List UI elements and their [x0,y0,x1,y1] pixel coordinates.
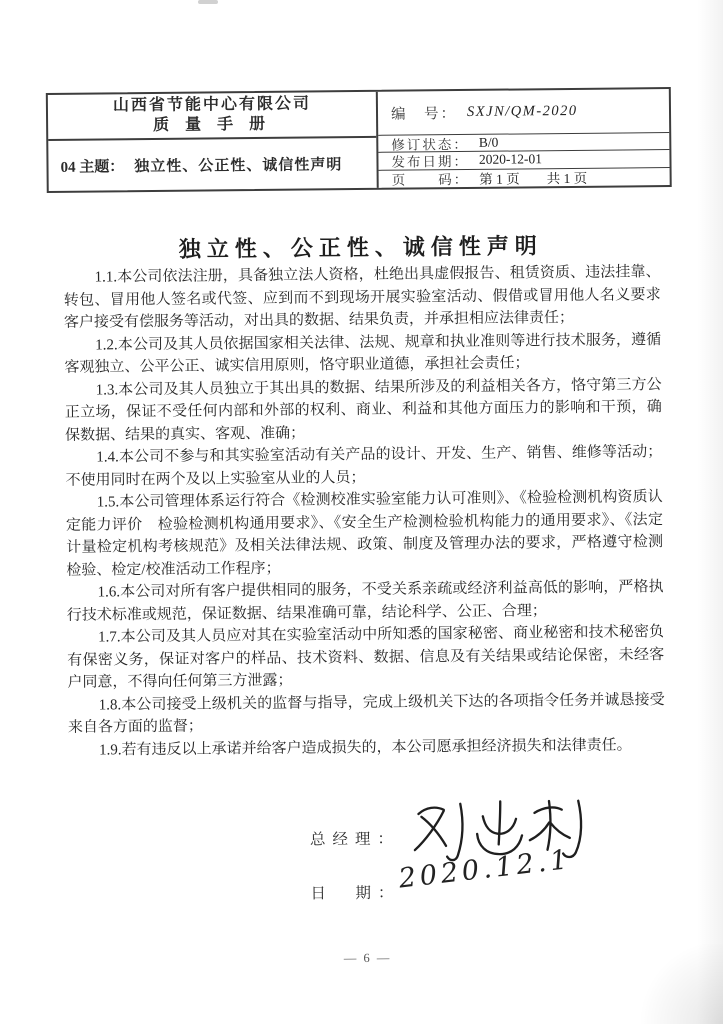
page-code-value: 第 1 页 共 1 页 [479,171,588,188]
document-title: 独立性、公正性、诚信性声明 [178,233,543,262]
declaration-paragraph: 1.4.本公司不参与和其实验室活动有关产品的设计、开发、生产、销售、维修等活动；不使用同时在两个及以上实验室从业的人员； [65,444,663,489]
footer-page-number: — 6 — [343,950,392,966]
manual-name: 质 量 手 册 [153,115,272,134]
declaration-paragraph: 1.7.本公司及其人员应对其在实验室活动中所知悉的国家秘密、商业秘密和技术秘密负有保密义务，保证对客户的样品、技术资料、数据、信息及有关结果或结论保密，未经客户同意，不得向任何第三方泄露； [67,624,665,691]
company-name: 山西省节能中心有限公司 [112,95,312,115]
topic-value: 独立性、公正性、诚信性声明 [134,156,343,175]
doc-number-value: SXJN/QM-2020 [466,102,578,120]
date-handwriting: 2020.12.1 [397,844,573,895]
document-body [63,261,665,762]
revision-status-label: 修订状态： [391,136,469,153]
doc-number-row [378,89,669,135]
doc-number-label: 编 号： [390,105,458,123]
scan-corner-shadow [633,944,723,1024]
page-code-label: 页 码： [391,172,470,188]
general-manager-label: 总经理： [309,830,401,849]
scan-smudge-artifact [198,0,218,4]
header-right-column [378,89,670,188]
revision-status-value: B/0 [478,134,499,150]
declaration-paragraph: 1.6.本公司对所有客户提供相同的服务，不受关系亲疏或经济利益高低的影响，严格执行技术标准或规范，保证数据、结果准确可靠，结论科学、公正、合理； [66,579,664,624]
issue-date-value: 2020-12-01 [478,151,543,168]
page-code-row [379,168,670,188]
date-label: 日 期： [310,884,401,903]
declaration-paragraph: 1.9.若有违反以上承诺并给客户造成损失的，本公司愿承担经济损失和法律责任。 [99,736,632,759]
declaration-paragraph: 1.5.本公司管理体系运行符合《检测校准实验室能力认可准则》、《检验检测机构资质认定能力评价 检验检测机构通用要求》、《安全生产检测检验机构能力的通用要求》、《法定计量检定机构考核规范》及相关法律法规、政策、制度及管理办法的要求，严格遵守检测检验、检定/校准活动工作程序； [65,489,664,579]
document-header-table [46,87,672,193]
declaration-paragraph: 1.1.本公司依法注册，具备独立法人资格，杜绝出具虚假报告、租赁资质、违法挂靠、转包、冒用他人签名或代签、应到而不到现场开展实验室活动、假借或冒用他人名义要求客户接受有偿服务等活动，对出具的数据、结果负责，并承担相应法律责任； [63,264,661,331]
declaration-paragraph: 1.2.本公司及其人员依据国家相关法律、法规、规章和执业准则等进行技术服务，遵循客观独立、公平公正、诚实信用原则，恪守职业道德，承担社会责任； [64,331,662,376]
declaration-paragraph: 1.8.本公司接受上级机关的监督与指导，完成上级机关下达的各项指令任务并诚恳接受来自各方面的监督； [67,691,665,736]
topic-cell [48,138,376,191]
company-title-cell [48,92,376,141]
signature-block [310,790,651,928]
topic-label: 04 主题： [60,158,125,176]
issue-date-label: 发布日期： [391,154,470,170]
header-left-column [48,92,379,191]
declaration-paragraph: 1.3.本公司及其人员独立于其出具的数据、结果所涉及的利益相关各方，恪守第三方公正立场，保证不受任何内部和外部的权利、商业、利益和其他方面压力的影响和干预，确保数据、结果的真实、客观、准确； [64,376,662,444]
scan-edge-shadow [697,0,723,1024]
